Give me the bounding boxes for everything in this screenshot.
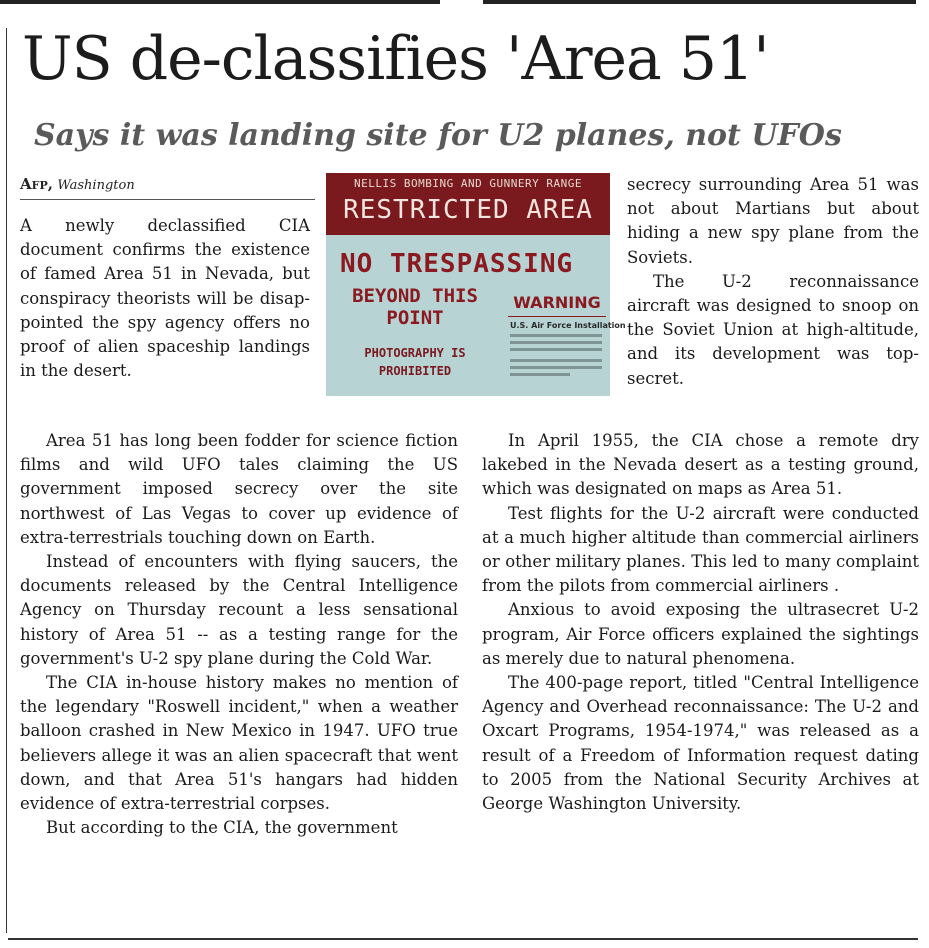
sign-fine-print — [510, 366, 602, 369]
sign-range-text: NELLIS BOMBING AND GUNNERY RANGE — [354, 177, 582, 190]
sign-prohibited-text: PROHIBITED — [378, 364, 452, 378]
column-right-top — [627, 173, 919, 391]
restricted-area-sign-photo — [326, 173, 626, 396]
paragraph-5: But according to the CIA, the government — [46, 818, 398, 838]
sign-no-trespassing-text: NO TRESPASSING — [340, 249, 574, 279]
byline — [20, 175, 135, 193]
subheadline: Says it was landing site for U2 planes, not UFOs — [34, 118, 842, 153]
paragraph-10: Anxious to avoid exposing the ultrasecret U-2 program, Air Force officers explained the sightings as merely due to natural phenomena. — [482, 600, 919, 668]
paragraph-2: Area 51 has long been fodder for science fiction films and wild UFO tales claiming the US government imposed secrecy over the site northwest of Las Vegas to cover up evidence of extra-terrestrials touching down on Earth. — [20, 431, 458, 547]
paragraph-6: secrecy surrounding Area 51 was not about Martians but about hiding a new spy plane from the Soviets. — [627, 175, 919, 267]
sign-restricted-text: RESTRICTED AREA — [343, 195, 593, 225]
paragraph-1: A newly declassified CIA document confirms the existence of famed Area 51 in Nevada, but conspiracy theorists will be disappointed the spy agency offers no proof of alien spaceship landings in the desert. — [20, 216, 310, 381]
bottom-rule — [8, 938, 918, 940]
byline-place: Washington — [57, 178, 135, 193]
sign-warning-text: WARNING — [513, 293, 601, 312]
sign-point-text: POINT — [386, 307, 444, 329]
column-left-top — [20, 214, 310, 383]
sign-fine-print — [510, 359, 602, 362]
column-left — [20, 429, 458, 840]
sign-fine-print — [510, 334, 602, 337]
paragraph-3: Instead of encounters with flying saucers, the documents released by the Central Intelligence Agency on Thursday recount a less sensational history of Area 51 -- as a testing range for the government's U-2 spy plane during the Cold War. — [20, 552, 458, 668]
sign-photography-text: PHOTOGRAPHY IS — [364, 346, 466, 360]
byline-agency: Afp, — [20, 175, 53, 193]
sign-fine-print — [510, 348, 602, 351]
paragraph-7: The U-2 reconnaissance aircraft was designed to snoop on the Soviet Union at high-altitude, and its development was top-secret. — [627, 271, 919, 388]
sign-warning-rule — [508, 316, 606, 317]
sign-fine-print — [510, 341, 602, 344]
top-rule-left — [0, 0, 440, 4]
sign-fine-print — [510, 373, 570, 376]
paragraph-9: Test flights for the U-2 aircraft were conducted at a much higher altitude than commercial airliners or other military planes. This led to many complaint from the pilots from commercial airliners . — [482, 503, 919, 596]
headline: US de-classifies 'Area 51' — [22, 24, 769, 94]
sign-beyond-text: BEYOND THIS — [352, 285, 478, 307]
paragraph-11: The 400-page report, titled "Central Intelligence Agency and Overhead reconnaissance: The U-2 and Oxcart Programs, 1954-1974," was released as a result of a Freedom of Information request dating to 2005 from the National Security Archives at George Washington University. — [482, 673, 919, 814]
column-right — [482, 429, 919, 816]
left-column-rule — [6, 28, 7, 933]
paragraph-4: The CIA in-house history makes no mention of the legendary "Roswell incident," when a weather balloon crashed in New Mexico in 1947. UFO true believers allege it was an alien spacecraft that went down, and that Area 51's hangars had hidden evidence of extra-terrestrial corpses. — [20, 673, 458, 814]
byline-rule — [20, 199, 315, 200]
top-rule-right — [483, 0, 916, 4]
paragraph-8: In April 1955, the CIA chose a remote dry lakebed in the Nevada desert as a testing ground, which was designated on maps as Area 51. — [482, 431, 919, 499]
sign-usaf-text: U.S. Air Force Installation — [510, 321, 626, 330]
